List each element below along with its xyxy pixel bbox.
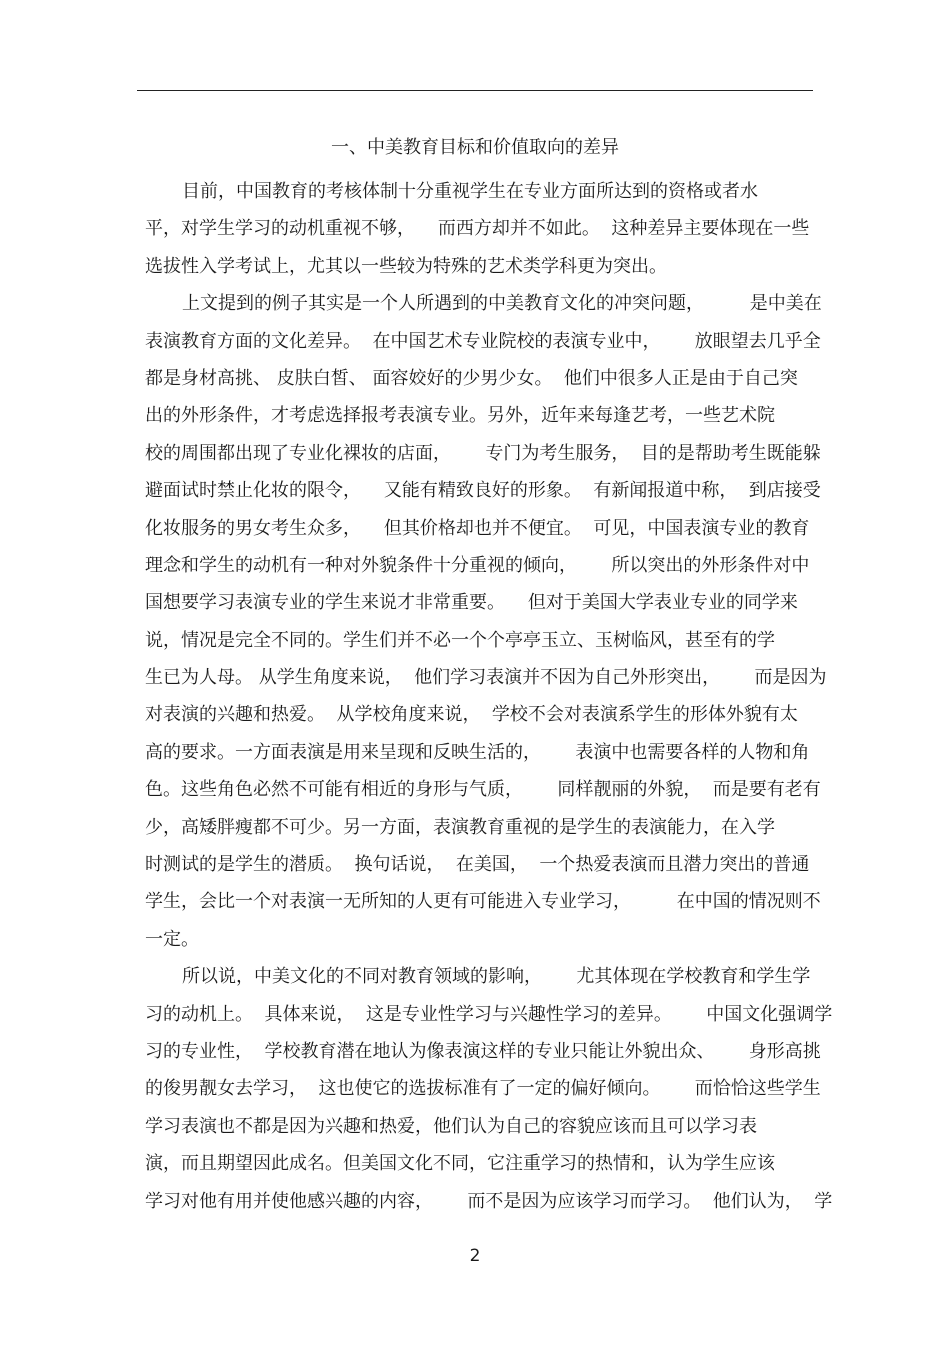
text-line: 出的外形条件，才考虑选择报考表演专业。另外，近年来每逢艺考，一些艺术院 — [145, 405, 775, 427]
text-line: 学习对他有用并使他感兴趣的内容， 而不是因为应该学习而学习。 他们认为， 学 — [145, 1190, 833, 1212]
text-line: 都是身材高挑、 皮肤白皙、 面容姣好的少男少女。 他们中很多人正是由于自己突 — [145, 367, 798, 389]
text-line: 一定。 — [145, 928, 199, 950]
text-line: 表演教育方面的文化差异。 在中国艺术专业院校的表演专业中， 放眼望去几乎全 — [145, 330, 821, 352]
text-line: 化妆服务的男女考生众多， 但其价格却也并不便宜。 可见，中国表演专业的教育 — [145, 517, 810, 539]
section-heading: 一、中美教育目标和价值取向的差异 — [331, 137, 619, 158]
text-line: 理念和学生的动机有一种对外貌条件十分重视的倾向， 所以突出的外形条件对中 — [145, 554, 810, 576]
text-line: 学习表演也不都是因为兴趣和热爱，他们认为自己的容貌应该而且可以学习表 — [145, 1115, 757, 1137]
text-line: 演，而且期望因此成名。但美国文化不同，它注重学习的热情和，认为学生应该 — [145, 1153, 775, 1175]
text-line: 说，情况是完全不同的。学生们并不必一个个亭亭玉立、玉树临风，甚至有的学 — [145, 629, 775, 651]
text-line: 生已为人母。 从学生角度来说， 他们学习表演并不因为自己外形突出， 而是因为 — [145, 667, 827, 689]
page-number: 2 — [469, 1246, 481, 1266]
text-line: 平，对学生学习的动机重视不够， 而西方却并不如此。 这种差异主要体现在一些 — [145, 218, 810, 240]
body-text — [145, 173, 833, 1220]
text-line: 目前，中国教育的考核体制十分重视学生在专业方面所达到的资格或者水 — [182, 181, 758, 202]
text-line: 学生，会比一个对表演一无所知的人更有可能进入专业学习， 在中国的情况则不 — [145, 891, 821, 913]
text-line: 时测试的是学生的潜质。 换句话说， 在美国， 一个热爱表演而且潜力突出的普通 — [145, 854, 810, 876]
text-line: 色。这些角色必然不可能有相近的身形与气质， 同样靓丽的外貌， 而是要有老有 — [145, 779, 821, 801]
text-line: 所以说，中美文化的不同对教育领域的影响， 尤其体现在学校教育和学生学 — [182, 966, 811, 988]
text-line: 少，高矮胖瘦都不可少。另一方面，表演教育重视的是学生的表演能力，在入学 — [145, 816, 775, 838]
text-line: 校的周围都出现了专业化裸妆的店面， 专门为考生服务， 目的是帮助考生既能躲 — [145, 442, 821, 464]
text-line: 的俊男靓女去学习， 这也使它的选拔标准有了一定的偏好倾向。 而恰恰这些学生 — [145, 1078, 821, 1100]
text-line: 避面试时禁止化妆的限令， 又能有精致良好的形象。 有新闻报道中称， 到店接受 — [145, 480, 821, 502]
text-line: 选拔性入学考试上，尤其以一些较为特殊的艺术类学科更为突出。 — [145, 255, 667, 277]
text-line: 对表演的兴趣和热爱。 从学校角度来说， 学校不会对表演系学生的形体外貌有太 — [145, 704, 798, 726]
text-line: 高的要求。一方面表演是用来呈现和反映生活的， 表演中也需要各样的人物和角 — [145, 741, 810, 763]
text-line: 上文提到的例子其实是一个人所遇到的中美教育文化的冲突问题， 是中美在 — [182, 293, 822, 315]
text-line: 国想要学习表演专业的学生来说才非常重要。 但对于美国大学表业专业的同学来 — [145, 592, 798, 614]
text-line: 习的专业性， 学校教育潜在地认为像表演这样的专业只能让外貌出众、 身形高挑 — [145, 1040, 821, 1062]
header-rule — [137, 90, 813, 91]
text-line: 习的动机上。 具体来说， 这是专业性学习与兴趣性学习的差异。 中国文化强调学 — [145, 1003, 833, 1025]
